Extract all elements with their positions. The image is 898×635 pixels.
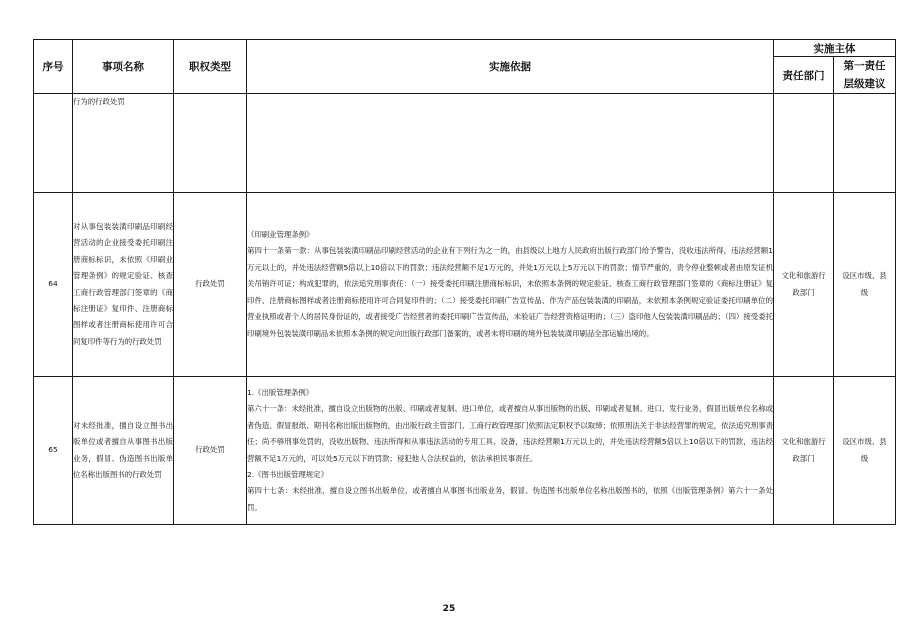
- table-row: [34, 193, 896, 377]
- row-department: [774, 94, 834, 193]
- page-number: 25: [442, 604, 456, 614]
- header-legal-basis: 实施依据: [247, 40, 774, 94]
- header-item-name: 事项名称: [73, 40, 174, 94]
- basis-paragraph: 第四十一条第一款：从事包装装潢印刷品印刷经营活动的企业有下列行为之一的，由县级以上地方人民政府出版行政部门给予警告，没收违法所得，违法经营额1万元以上的，并处违法经营额5倍以上10倍以下的罚款；违法经营额不足1万元的，并处1万元以上5万元以下的罚款；情节严重的，责令停业整顿或者由原发证机关吊销许可证；构成犯罪的，依法追究刑事责任：（一）接受委托印刷注册商标标识，未依照本条例的规定验证、核查工商行政管理部门签章的《商标注册证》复印件、注册商标图样或者注册商标使用许可合同复印件的；（二）接受委托印刷广告宣传品、作为产品包装装潢的印刷品，未依照本条例规定验证委托印刷单位的营业执照或者个人的居民身份证的，或者接受广告经营者的委托印刷广告宣传品，未验证广告经营资格证明的；（三）盗印他人包装装潢印刷品的；（四）接受委托印刷境外包装装潢印刷品未依照本条例的规定向出版行政部门备案的，或者未将印刷的境外包装装潢印刷品全部运输出境的。: [247, 246, 773, 338]
- basis-paragraph: 《印刷业管理条例》: [247, 230, 314, 240]
- header-responsible-department: 责任部门: [774, 57, 834, 94]
- row-item-name: 行为的行政处罚: [73, 94, 174, 193]
- header-implementing-body: 实施主体: [774, 40, 896, 57]
- row-serial-number: 65: [34, 377, 73, 525]
- row-level: 设区市级、县级: [834, 193, 896, 377]
- row-legal-basis: [247, 193, 774, 377]
- header-power-type: 职权类型: [174, 40, 247, 94]
- basis-paragraph: 第四十七条：未经批准，擅自设立图书出版单位，或者擅自从事图书出版业务，假冒、伪造图书出版单位名称出版图书的，依照《出版管理条例》第六十一条处罚。: [247, 486, 773, 512]
- row-department: 文化和旅游行政部门: [774, 193, 834, 377]
- row-serial-number: [34, 94, 73, 193]
- enforcement-items-table: [33, 39, 896, 525]
- row-serial-number: 64: [34, 193, 73, 377]
- row-level: [834, 94, 896, 193]
- header-first-responsibility-level: 第一责任层级建议: [834, 57, 896, 94]
- row-item-name: 对从事包装装潢印刷品印刷经营活动的企业接受委托印刷注册商标标识，未依照《印刷业管理条例》的规定验证、核查工商行政管理部门签章的《商标注册证》复印件、注册商标图样或者注册商标使用许可合同复印件等行为的行政处罚: [73, 193, 174, 377]
- row-item-name: 对未经批准，擅自设立图书出版单位或者擅自从事图书出版业务，假冒、伪造图书出版单位名称出版图书的行政处罚: [73, 377, 174, 525]
- table-row: [34, 94, 896, 193]
- row-legal-basis: [247, 94, 774, 193]
- row-level: 设区市级、县级: [834, 377, 896, 525]
- row-legal-basis: [247, 377, 774, 525]
- header-serial-number: 序号: [34, 40, 73, 94]
- row-power-type: [174, 94, 247, 193]
- basis-paragraph: 第六十一条：未经批准，擅自设立出版物的出版、印刷或者复制、进口单位，或者擅自从事出版物的出版、印刷或者复制、进口、发行业务，假冒出版单位名称或者伪造、假冒报纸、期刊名称出版出版物的，由出版行政主管部门、工商行政管理部门依照法定职权予以取缔；依照刑法关于非法经营罪的规定，依法追究刑事责任；尚不够刑事处罚的，没收出版物、违法所得和从事违法活动的专用工具、设备，违法经营额1万元以上的，并处违法经营额5倍以上10倍以下的罚款，违法经营额不足1万元的，可以处5万元以下的罚款；侵犯他人合法权益的，依法承担民事责任。: [247, 404, 773, 463]
- basis-paragraph: 1.《出版管理条例》: [247, 387, 314, 397]
- row-department: 文化和旅游行政部门: [774, 377, 834, 525]
- row-power-type: 行政处罚: [174, 377, 247, 525]
- row-power-type: 行政处罚: [174, 193, 247, 377]
- table-row: [34, 377, 896, 525]
- basis-paragraph: 2.《图书出版管理规定》: [247, 469, 328, 479]
